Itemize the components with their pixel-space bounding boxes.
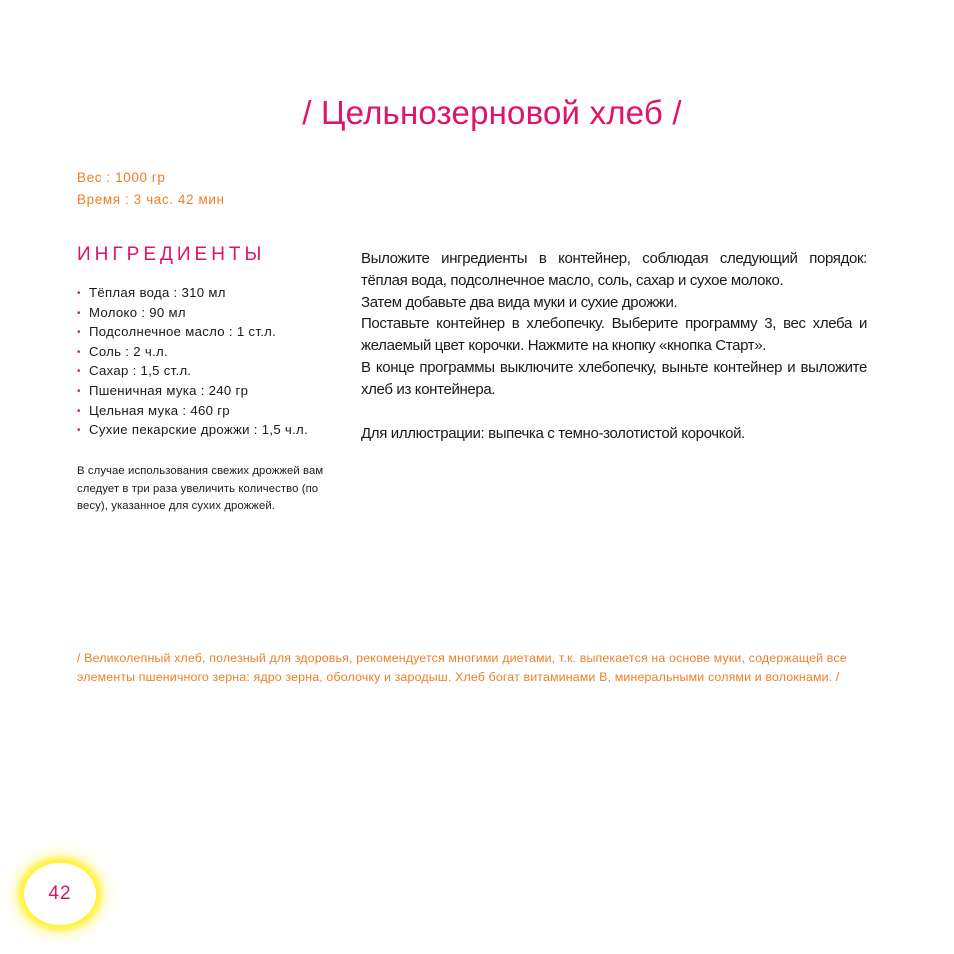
bullet-icon: • xyxy=(77,385,81,397)
instruction-step-4: В конце программы выключите хлебопечку, выньте контейнер и выложите хлеб из контейнера. xyxy=(361,358,867,398)
bullet-icon: • xyxy=(77,425,81,437)
page-number-badge xyxy=(24,863,96,925)
page-title: / Цельнозерновой хлеб / xyxy=(302,94,682,132)
bullet-icon: • xyxy=(77,405,81,417)
weight-label: Вес : 1000 гр xyxy=(77,170,166,185)
time-label: Время : 3 час. 42 мин xyxy=(77,192,225,207)
instruction-step-2: Затем добавьте два вида муки и сухие дрожжи. xyxy=(361,293,678,311)
ingredient-item: • Соль : 2 ч.л. xyxy=(77,343,308,363)
instruction-step-1: Выложите ингредиенты в контейнер, соблюдая следующий порядок: тёплая вода, подсолнечное масло, соль, сахар и сухое молоко. xyxy=(361,250,867,289)
bullet-icon: • xyxy=(77,366,81,378)
ingredient-item: • Цельная мука : 460 гр xyxy=(77,402,308,422)
ingredient-item: • Молоко : 90 мл xyxy=(77,304,308,324)
fresh-yeast-note: В случае использования свежих дрожжей вам следует в три раза увеличить количество (по весу), указанное для сухих дрожжей. xyxy=(77,465,324,512)
bullet-icon: • xyxy=(77,307,81,319)
recipe-meta xyxy=(77,167,225,211)
ingredient-item: • Пшеничная мука : 240 гр xyxy=(77,382,308,402)
bullet-icon: • xyxy=(77,288,81,299)
ingredients-heading: ИНГРЕДИЕНТЫ xyxy=(77,244,266,265)
bread-description: / Великолепный хлеб, полезный для здоровья, рекомендуется многими диетами, т.к. выпекается на основе муки, содержащей все элементы пшеничного зерна: ядро зерна, оболочку и зародыш. Хлеб богат витаминами B, минеральными солями и волокнами. / xyxy=(77,651,847,684)
illustration-note: Для иллюстрации: выпечка с темно-золотистой корочкой. xyxy=(361,424,745,442)
spacer xyxy=(361,401,867,423)
ingredient-item: • Сухие пекарские дрожжи : 1,5 ч.л. xyxy=(77,421,308,441)
bullet-icon: • xyxy=(77,327,81,339)
bullet-icon: • xyxy=(77,346,81,358)
instructions xyxy=(361,248,867,444)
ingredient-item: • Сахар : 1,5 ст.л. xyxy=(77,362,308,382)
ingredient-item: • Подсолнечное масло : 1 ст.л. xyxy=(77,323,308,343)
ingredients-list xyxy=(77,284,308,441)
instruction-step-3: Поставьте контейнер в хлебопечку. Выберите программу 3, вес хлеба и желаемый цвет корочки. Нажмите на кнопку «кнопка Старт». xyxy=(361,315,867,355)
ingredient-item: • Тёплая вода : 310 мл xyxy=(77,284,308,304)
page-number: 42 xyxy=(48,883,72,904)
